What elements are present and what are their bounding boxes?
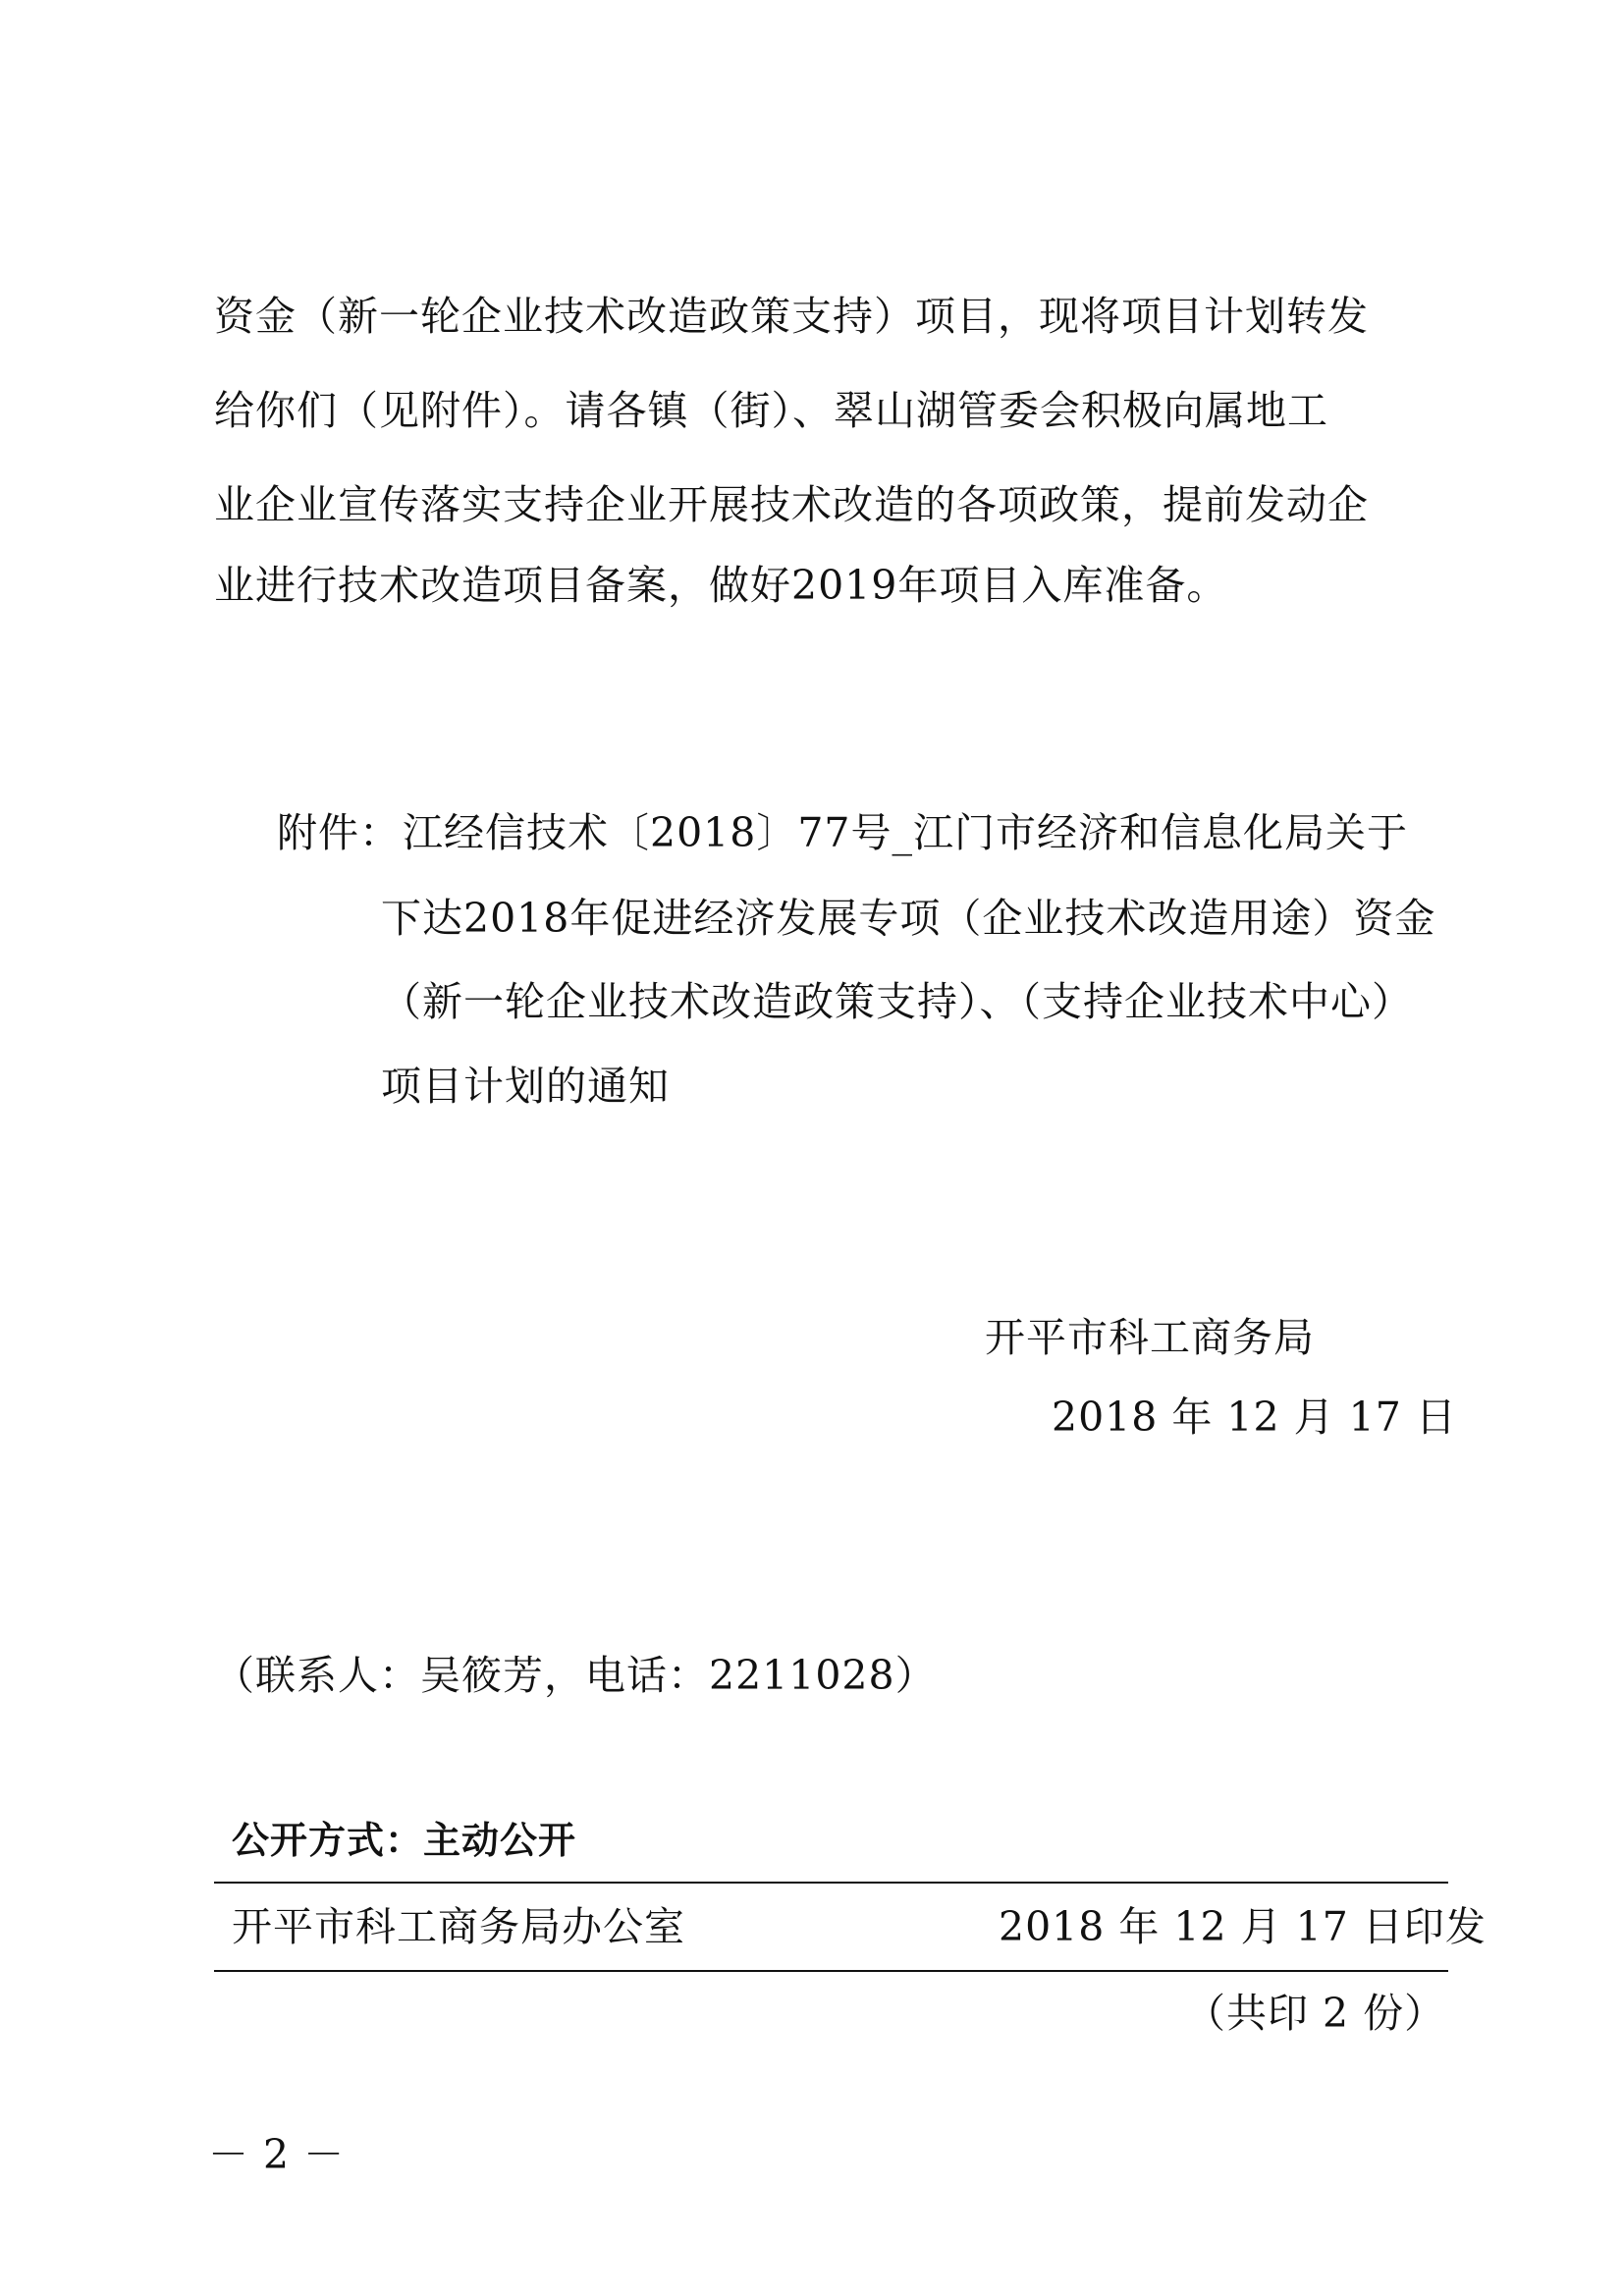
attachment-line-4: 项目计划的通知 (381, 1063, 670, 1110)
contact-info: （联系人：吴筱芳，电话：2211028） (214, 1652, 937, 1699)
footer-top-rule (214, 1882, 1448, 1884)
body-line-2: 给你们（见附件）。请各镇（街）、翠山湖管委会积极向属地工 (214, 387, 1328, 434)
attachment-label: 附件： (277, 809, 401, 856)
body-line-4: 业进行技术改造项目备案，做好2019年项目入库准备。 (214, 562, 1228, 609)
disclosure-method: 公开方式：主动公开 (232, 1819, 577, 1862)
page-number: － 2 － (208, 2131, 346, 2178)
issuing-office: 开平市科工商务局办公室 (232, 1903, 685, 1950)
body-line-3: 业企业宣传落实支持企业开展技术改造的各项政策，提前发动企 (214, 481, 1369, 528)
attachment-line-3: （新一轮企业技术改造政策支持）、（支持企业技术中心） (381, 978, 1413, 1025)
print-date: 2018 年 12 月 17 日印发 (999, 1903, 1487, 1950)
footer-bottom-rule (214, 1970, 1448, 1972)
body-line-1: 资金（新一轮企业技术改造政策支持）项目，现将项目计划转发 (214, 293, 1369, 340)
issuer-signature: 开平市科工商务局 (985, 1314, 1315, 1361)
copies-count: （共印 2 份） (1185, 1990, 1446, 2037)
signature-date: 2018 年 12 月 17 日 (1052, 1394, 1457, 1441)
attachment-line-1: 江经信技术〔2018〕77号_江门市经济和信息化局关于 (403, 809, 1409, 856)
attachment-line-2: 下达2018年促进经济发展专项（企业技术改造用途）资金 (381, 895, 1436, 942)
